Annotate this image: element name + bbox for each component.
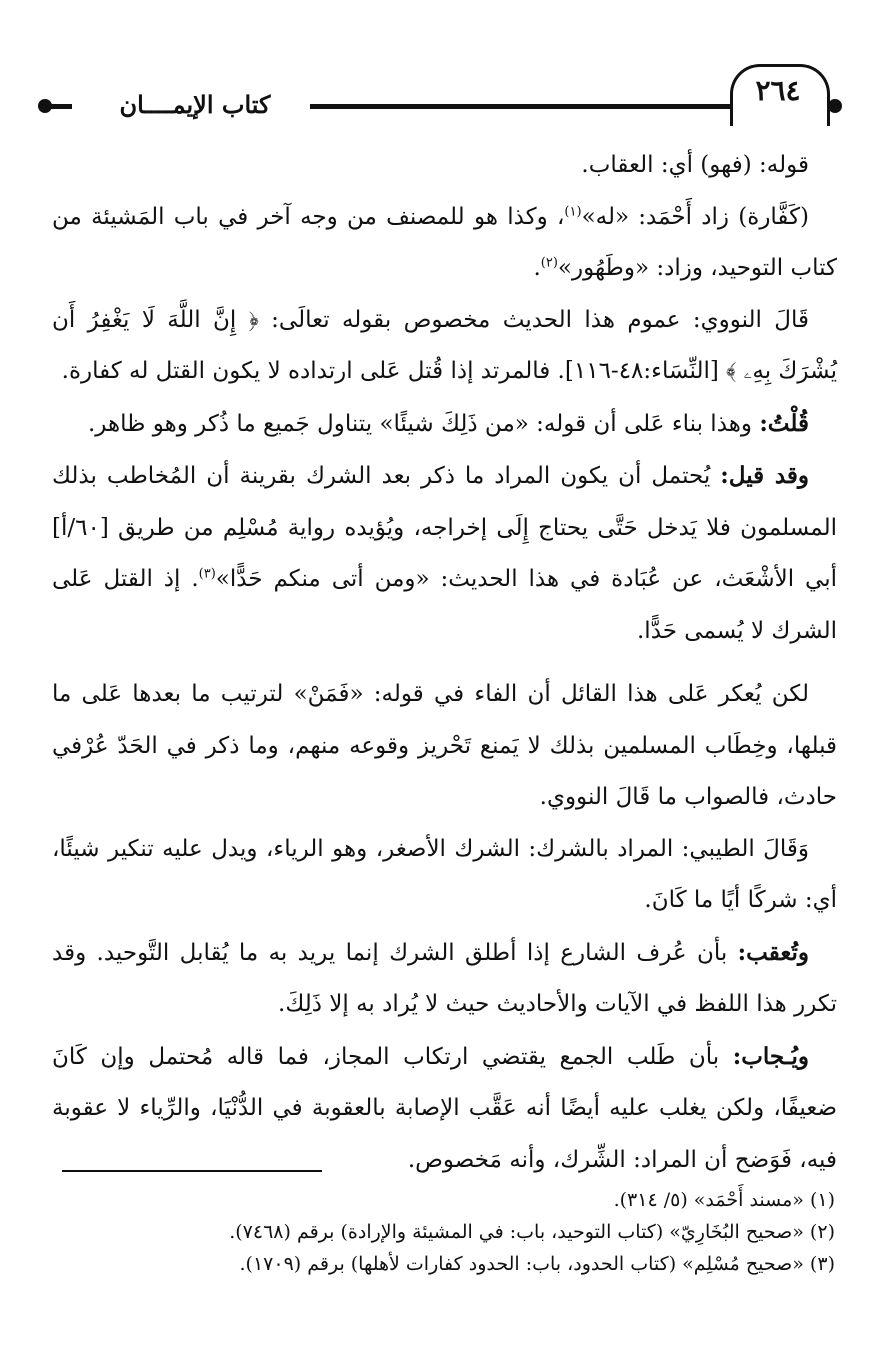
- paragraph-4: [52, 398, 837, 451]
- paragraph-7: وَقَالَ الطيبي: المراد بالشرك: الشرك الأصغر، وهو الرياء، ويدل عليه تنكير شيئًا، أي: شركًا أيًا ما كَانَ.: [52, 835, 837, 913]
- paragraph-9-lead: ويُـجاب:: [732, 1042, 809, 1070]
- footnote-ref-1: (١): [564, 203, 582, 219]
- paragraph-9: [52, 1031, 837, 1187]
- header-dot-left: [38, 99, 52, 113]
- paragraph-2-text-a: زاد أَحْمَد: «له»: [581, 203, 739, 230]
- paragraph-5-lead: وقد قيل:: [720, 462, 810, 489]
- paragraph-2-text-c: .: [533, 255, 541, 281]
- header-rule-short: [50, 104, 72, 109]
- paragraph-3: قَالَ النووي: عموم هذا الحديث مخصوص بقوله تعالَى: ﴿ إِنَّ اللَّهَ لَا يَغْفِرُ أَن يُشْرَكَ بِهِۦ ﴾ [النِّسَاء:٤٨-١١٦]. فالمرتد إذا قُتل عَلى ارتداده لا يكون القتل له كفارة.: [52, 306, 837, 384]
- paragraph-4-text: وهذا بناء عَلى أن قوله: «من ذَلِكَ شيئًا» يتناول جَميع ما ذُكر وهو ظاهر.: [88, 410, 760, 437]
- book-title: كتاب الإيمــــان: [119, 90, 271, 119]
- footnote-1: (١) «مسند أَحْمَد» (٥/ ٣١٤).: [613, 1189, 835, 1211]
- paragraph-5-text-a: يُحتمل أن يكون المراد ما ذكر بعد الشرك بقرينة أن المُخاطب بذلك المسلمون فلا يَدخل حَتَّى يحتاج إِلَى إخراجه، ويُؤيده رواية مُسْلِم من طريق [٦٠/أ] أبي الأشْعَث، عن عُبَادة في هذا الحديث: «ومن أتى منكم حَدًّا»: [52, 463, 837, 592]
- footnotes: [55, 1184, 835, 1280]
- footnote-ref-3: (٣): [198, 566, 216, 582]
- paragraph-8-text: بأن عُرف الشارع إذا أطلق الشرك إنما يريد به ما يُقابل التَّوحيد. وقد تكرر هذا اللفظ في الآيات والأحاديث حيث لا يُراد به إلا ذَلِكَ.: [52, 939, 837, 1017]
- footnote-ref-2: (٢): [540, 255, 558, 271]
- paragraph-1: قوله: (فهو) أي: العقاب.: [581, 152, 809, 178]
- page-header: [30, 64, 830, 134]
- paragraph-6: لكن يُعكر عَلى هذا القائل أن الفاء في قوله: «فَمَنْ» لترتيب ما بعدها عَلى ما قبلها، وخِطَاب المسلمين بذلك لا يَمنع تَحْريز وقوعه منهم، وما ذكر في الحَدّ عُرْفي حادث، فالصواب ما قَالَ النووي.: [52, 681, 837, 810]
- footnote-3: (٣) «صحيح مُسْلِم» (كتاب الحدود، باب: الحدود كفارات لأهلها) برقم (١٧٠٩).: [239, 1253, 835, 1275]
- header-dot-right: [828, 99, 842, 113]
- page-number: ٢٦٤: [755, 74, 801, 107]
- paragraph-8-lead: وتُعقب:: [737, 938, 809, 966]
- paragraph-8: [52, 927, 837, 1031]
- main-text: [52, 140, 837, 1186]
- paragraph-9-text: بأن طَلب الجمع يقتضي ارتكاب المجاز، فما قاله مُحتمل وإن كَانَ ضعيفًا، ولكن يغلب عليه أيضًا أنه عَقَّب الإصابة بالعقوبة في الدُّنْيَا، والرِّياء لا عقوبة فيه، فَوَضح أن المراد: الشِّرك، وأنه مَخصوص.: [52, 1043, 837, 1173]
- footnote-separator: [62, 1170, 322, 1172]
- paragraph-2-lead: (كَفَّارة): [738, 203, 809, 230]
- paragraph-2: [52, 192, 837, 295]
- paragraph-5-text-b: . إذ القتل عَلى الشرك لا يُسمى حَدًّا.: [52, 566, 837, 644]
- paragraph-2-text-b: ، وكذا هو للمصنف من وجه آخر في باب المَشيئة من كتاب التوحيد، وزاد: «وطَهُور»: [52, 203, 837, 281]
- paragraph-4-lead: قُلْتُ:: [759, 409, 809, 437]
- header-rule: [310, 104, 730, 109]
- paragraph-5: [52, 450, 837, 657]
- footnote-2: (٢) «صحيح البُخَارِيّ» (كتاب التوحيد، باب: في المشيئة والإرادة) برقم (٧٤٦٨).: [229, 1221, 835, 1243]
